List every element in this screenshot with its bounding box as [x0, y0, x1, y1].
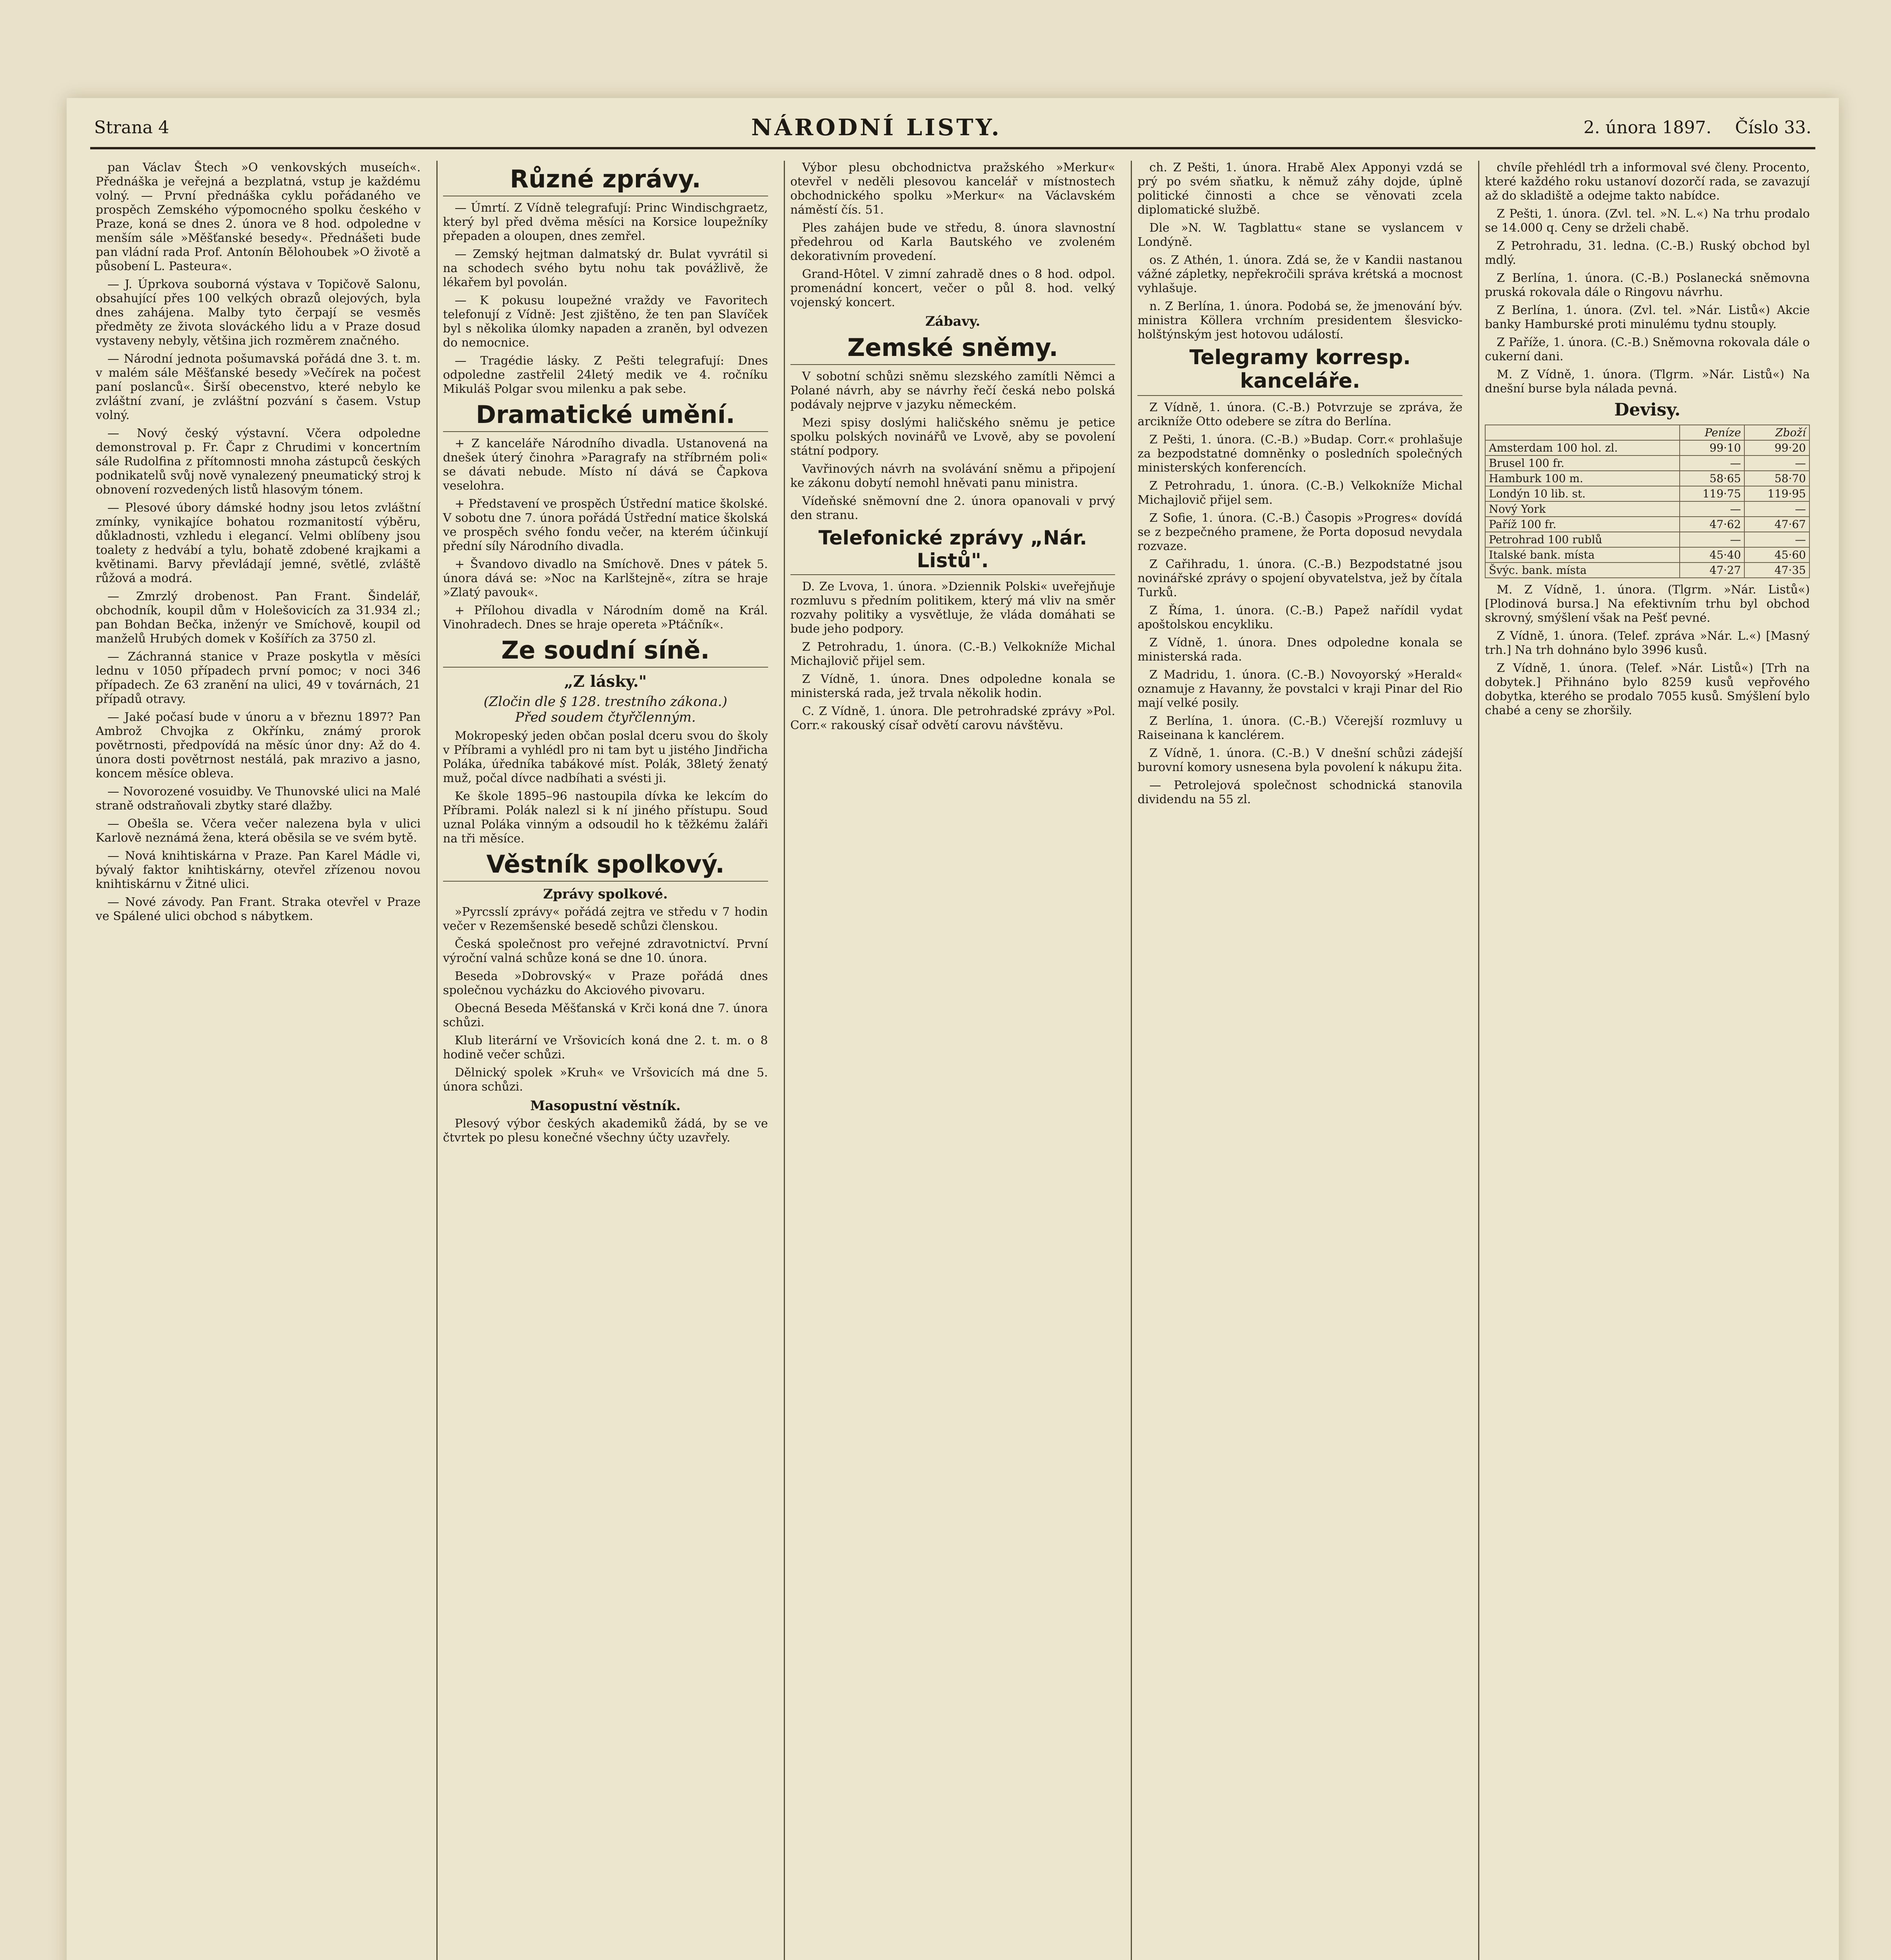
masopustni-text [443, 1117, 772, 1145]
section-heading-ze-soudni-sine: Ze soudní síně. [443, 636, 768, 668]
devisy-cell: 99·20 [1744, 440, 1809, 456]
devisy-header-cell [1485, 425, 1680, 440]
issue-date: 2. února 1897. [1583, 117, 1712, 138]
dramaticke-umeni-text [443, 437, 772, 632]
ruzne-zpravy-text [443, 201, 772, 396]
paragraph: Z Paříže, 1. února. (C.-B.) Sněmovna rokovala dále o cukerní dani. [1485, 336, 1814, 363]
section-heading-ruzne-zpravy: Různé zprávy. [443, 165, 768, 196]
paragraph: — Nové závody. Pan Frant. Straka otevřel v Praze ve Spálené ulici obchod s nábytkem. [96, 895, 425, 923]
devisy-cell: 47·35 [1744, 563, 1809, 578]
paragraph: Vavřinových návrh na svolávání sněmu a připojení ke zákonu dobytí nemohl hněvati panu ministra. [790, 462, 1119, 490]
devisy-row [1485, 486, 1809, 501]
columns [90, 161, 1815, 1960]
paragraph: M. Z Vídně, 1. února. (Tlgrm. »Nár. Listů«) [Plodinová bursa.] Na efektivním trhu byl obchod skrovný, smýšlení však na Pešť pevné. [1485, 583, 1814, 625]
paragraph: Dle »N. W. Tagblattu« stane se vyslancem v Londýně. [1137, 221, 1466, 249]
devisy-cell: Amsterdam 100 hol. zl. [1485, 440, 1680, 456]
paragraph: chvíle přehlédl trh a informoval své členy. Procento, které každého roku ustanoví dozorčí rada, se zavazují až do skladiště a odejme takto nabídce. [1485, 161, 1814, 203]
devisy-cell: — [1680, 532, 1745, 547]
paragraph: — Plesové úbory dámské hodny jsou letos zvláštní zmínky, vynikajíce bohatou rozmanitostí výběru, důkladnosti, vzhledu i elegancí. Velmi oblíbeny jsou toalety z hedvábí a tylu, bohatě zdobené krajkami a květinami. Barvy převládají jemné, světlé, zvláště růžová a modrá. [96, 501, 425, 585]
paragraph: n. Z Berlína, 1. února. Podobá se, že jmenování býv. ministra Köllera vrchním presidentem šlesvicko-holštýnským jest hotovou událostí. [1137, 299, 1466, 341]
newspaper-page [67, 98, 1839, 1960]
devisy-cell: — [1744, 501, 1809, 517]
section-heading-zemske-snemy: Zemské sněmy. [790, 333, 1115, 365]
column-1-text [96, 161, 425, 924]
devisy-cell: 47·62 [1680, 517, 1745, 532]
paragraph: Z Vídně, 1. února. (Telef. zpráva »Nár. L.«) [Masný trh.] Na trh dohnáno bylo 3996 kusů. [1485, 629, 1814, 657]
paragraph: — Nová knihtiskárna v Praze. Pan Karel Mádle vi, bývalý faktor knihtiskárny, otevřel zřízenou novou knihtiskárnu v Žitné ulici. [96, 849, 425, 891]
column-3 [784, 161, 1121, 1960]
paragraph: ch. Z Pešti, 1. února. Hrabě Alex Apponyi vzdá se prý po svém sňatku, k němuž záhy dojde, úplně politické činnosti a chce se věnovati zcela diplomatické službě. [1137, 161, 1466, 217]
paragraph: Z Petrohradu, 1. února. (C.-B.) Velkokníže Michal Michajlovič přijel sem. [790, 640, 1119, 668]
paragraph: — Petrolejová společnost schodnická stanovila dividendu na 55 zl. [1137, 779, 1466, 806]
devisy-cell: 99·10 [1680, 440, 1745, 456]
paragraph: Z Berlína, 1. února. (C.-B.) Včerejší rozmluvy u Raiseinana k kanclérem. [1137, 714, 1466, 742]
paragraph: Z Vídně, 1. února. (C.-B.) Potvrzuje se zpráva, že arcikníže Otto odebere se zítra do Berlína. [1137, 401, 1466, 428]
devisy-cell: — [1744, 456, 1809, 471]
devisy-cell: Švýc. bank. místa [1485, 563, 1680, 578]
paragraph: + Švandovo divadlo na Smíchově. Dnes v pátek 5. února dává se: »Noc na Karlštejně«, zítra se hraje »Zlatý pavouk«. [443, 557, 772, 599]
column-3-top-text [790, 161, 1119, 310]
devisy-cell: 119·75 [1680, 486, 1745, 501]
paragraph: Plesový výbor českých akademiků žádá, by se ve čtvrtek po plesu konečné všechny účty uzavřely. [443, 1117, 772, 1145]
telefonicke-zpravy-text [790, 580, 1119, 733]
devisy-header-cell: Peníze [1680, 425, 1745, 440]
paragraph: Z Petrohradu, 31. ledna. (C.-B.) Ruský obchod byl mdlý. [1485, 239, 1814, 267]
masthead [94, 114, 1811, 141]
paragraph: Dělnický spolek »Kruh« ve Vršovicích má dne 5. února schůzi. [443, 1066, 772, 1094]
subheading-devisy: Devisy. [1614, 400, 1681, 420]
paragraph: — Jaké počasí bude v únoru a v březnu 1897? Pan Ambrož Chvojka z Okřínku, známý prorok povětrnosti, předpovídá na měsíc únor dny: Až do 4. února dosti povětrnost nestálá, pak mrazivo a jasno, koncem měsíce obleva. [96, 710, 425, 780]
paragraph: Z Berlína, 1. února. (C.-B.) Poslanecká sněmovna pruská rokovala dále o Ringovu návrhu. [1485, 271, 1814, 299]
devisy-row [1485, 517, 1809, 532]
paragraph: + Přílohou divadla v Národním domě na Král. Vinohradech. Dnes se hraje opereta »Ptáčník«. [443, 604, 772, 632]
section-heading-vestnik-spolkovy: Věstník spolkový. [443, 850, 768, 882]
paragraph: Z Pešti, 1. února. (Zvl. tel. »N. L.«) Na trhu prodalo se 14.000 q. Ceny se drželi chabě. [1485, 207, 1814, 235]
devisy-table [1485, 425, 1810, 578]
paragraph: — Obešla se. Včera večer nalezena byla v ulici Karlově neznámá žena, která oběsila se ve svém bytě. [96, 817, 425, 845]
devisy-row [1485, 456, 1809, 471]
paragraph: Mezi spisy doslými haličského sněmu je petice spolku polských novinářů ve Lvově, aby se povolení státní podpory. [790, 416, 1119, 458]
column-5 [1478, 161, 1815, 1960]
devisy-cell: — [1680, 456, 1745, 471]
devisy-row [1485, 501, 1809, 517]
paragraph: Klub literární ve Vršovicích koná dne 2. t. m. o 8 hodině večer schůzi. [443, 1034, 772, 1062]
zemske-snemy-text [790, 370, 1119, 523]
paragraph: — Zmrzlý drobenost. Pan Frant. Šindelář, obchodník, koupil dům v Holešovicích za 31.934 zl.; pan Bohdan Bečka, inženýr ve Smíchově, koupil od manželů Hrubých domek v Košířích za 3750 zl. [96, 590, 425, 646]
devisy-cell: Hamburk 100 m. [1485, 471, 1680, 486]
paragraph: Z Vídně, 1. února. (Telef. »Nár. Listů«) [Trh na dobytek.] Přihnáno bylo 8259 kusů vepřového dobytka, kterého se prodalo 7055 kusů. Smýšlení bylo chabé a ceny se zhoršily. [1485, 661, 1814, 717]
paragraph: Z Madridu, 1. února. (C.-B.) Novoyorský »Herald« oznamuje z Havanny, že povstalci v kraji Pinar del Rio mají velké posily. [1137, 668, 1466, 710]
devisy-header-row [1485, 425, 1809, 440]
paragraph: Vídeňské sněmovní dne 2. února opanovali v prvý den stranu. [790, 494, 1119, 522]
paragraph: + Představení ve prospěch Ústřední matice školské. V sobotu dne 7. února pořádá Ústřední matice školská ve prospěch svého fondu večer, na kterém účinkují přední síly Národního divadla. [443, 497, 772, 553]
paragraph: — Úmrtí. Z Vídně telegrafují: Princ Windischgraetz, který byl před dvěma měsíci na Korsice loupežníky přepaden a oloupen, dnes zemřel. [443, 201, 772, 243]
paragraph: Z Petrohradu, 1. února. (C.-B.) Velkokníže Michal Michajlovič přijel sem. [1137, 479, 1466, 507]
paragraph: Z Sofie, 1. února. (C.-B.) Časopis »Progres« dovídá se z bezpečného pramene, že Porta doposud nevydala rozvaze. [1137, 511, 1466, 553]
paragraph: Ples zahájen bude ve středu, 8. února slavnostní předehrou od Karla Bautského ve zvoleném dekorativním provedení. [790, 221, 1119, 263]
section-heading-telefonicke-zpravy: Telefonické zprávy „Nár. Listů". [790, 526, 1115, 575]
paragraph: Z Vídně, 1. února. Dnes odpoledne konala se ministerská rada, jež trvala několik hodin. [790, 672, 1119, 700]
devisy-cell: 45·60 [1744, 547, 1809, 563]
paragraph: — Novorozené vosuidby. Ve Thunovské ulici na Malé straně odstraňovali zbytky staré dlažby. [96, 785, 425, 813]
paragraph: Z Cařihradu, 1. února. (C.-B.) Bezpodstatné jsou novinářské zprávy o spojení obyvatelstva, jež by čítala Turků. [1137, 557, 1466, 599]
masthead-rule [90, 147, 1815, 149]
column-4-top-text [1137, 161, 1466, 342]
paragraph: — Zemský hejtman dalmatský dr. Bulat vyvrátil si na schodech svého bytu nohu tak povážlivě, že lékařem byl povolán. [443, 247, 772, 289]
newspaper-title: NÁRODNÍ LISTY. [751, 114, 1002, 141]
column-4 [1131, 161, 1468, 1960]
paragraph: — Nový český výstavní. Včera odpoledne demonstroval p. Fr. Čapr z Chrudimi v koncertním sále Rudolfina z přítomnosti mnoha zástupců českých podnikatelů svůj nově vynalezený pneumatický stroj k obnovení rozvedených listů hlasovým tónem. [96, 426, 425, 497]
paragraph: Z Vídně, 1. února. Dnes odpoledne konala se ministerská rada. [1137, 636, 1466, 664]
paragraph: + Z kanceláře Národního divadla. Ustanovená na dnešek úterý činohra »Paragrafy na stříbrném poli« se dávati nebude. Místo ní dává se Čapkova veselohra. [443, 437, 772, 493]
vestnik-text [443, 905, 772, 1094]
devisy-row [1485, 532, 1809, 547]
devisy-header-cell: Zboží [1744, 425, 1809, 440]
paragraph: Z Říma, 1. února. (C.-B.) Papež nařídil vydat apoštolskou encykliku. [1137, 604, 1466, 632]
paragraph: — Národní jednota pošumavská pořádá dne 3. t. m. v malém sále Měšťanské besedy »Večírek na počest paní poslanců«. Širší obecenstvo, které nebylo ke zvláštní zvaní, je zvláštní pozvání s časem. Vstup volný. [96, 352, 425, 422]
devisy-row [1485, 440, 1809, 456]
column-2 [436, 161, 774, 1960]
paragraph: Česká společnost pro veřejné zdravotnictví. První výroční valná schůze koná se dne 10. února. [443, 937, 772, 965]
devisy-cell: 47·67 [1744, 517, 1809, 532]
column-5-bottom-text [1485, 583, 1814, 718]
devisy-cell: 58·70 [1744, 471, 1809, 486]
devisy-cell: 58·65 [1680, 471, 1745, 486]
paragraph: Beseda »Dobrovský« v Praze pořádá dnes společnou vycházku do Akciového pivovaru. [443, 969, 772, 997]
devisy-cell: Petrohrad 100 rublů [1485, 532, 1680, 547]
article-title-z-lasky: „Z lásky." [564, 672, 647, 691]
subheading-zpravy-spolkove: Zprávy spolkové. [543, 886, 668, 902]
paragraph: Z Pešti, 1. února. (C.-B.) »Budap. Corr.« prohlašuje za bezpodstatné domněnky o posledních společných ministerských konferencích. [1137, 433, 1466, 475]
paragraph: Výbor plesu obchodnictva pražského »Merkur« otevřel v neděli plesovou kancelář v místnostech obchodnického spolku »Merkur« na Václavském náměstí čís. 51. [790, 161, 1119, 217]
paragraph: — J. Úprkova souborná výstava v Topičově Salonu, obsahující přes 100 velkých obrazů olejových, byla dnes zahájena. Malby tyto čerpají se vesměs předměty ze života slováckého lidu a v Praze dosud vystaveny nebyly, většina jich rozměrem značného. [96, 278, 425, 348]
telegramy-text [1137, 401, 1466, 807]
paragraph: Grand-Hôtel. V zimní zahradě dnes o 8 hod. odpol. promenádní koncert, večer o půl 8. hod. velký vojenský koncert. [790, 267, 1119, 309]
soudni-sin-text [443, 729, 772, 846]
page-number: Strana 4 [94, 117, 169, 138]
paragraph: Z Berlína, 1. února. (Zvl. tel. »Nár. Listů«) Akcie banky Hamburské proti minulému tydnu stouply. [1485, 303, 1814, 331]
paragraph: »Pyrcsslí zprávy« pořádá zejtra ve středu v 7 hodin večer v Rezemšenské besedě schůzi členskou. [443, 905, 772, 933]
devisy-cell: 47·27 [1680, 563, 1745, 578]
subheading-masopustni-vestnik: Masopustní věstník. [530, 1098, 681, 1114]
devisy-row [1485, 563, 1809, 578]
devisy-cell: Italské bank. místa [1485, 547, 1680, 563]
paragraph: V sobotní schůzi sněmu slezského zamítli Němci a Polané návrh, aby se návrhy řečí česká nebo polská podávaly nejprve v jazyku německém. [790, 370, 1119, 412]
devisy-cell: 45·40 [1680, 547, 1745, 563]
devisy-cell: — [1680, 501, 1745, 517]
devisy-cell: Londýn 10 lib. st. [1485, 486, 1680, 501]
column-5-top-text [1485, 161, 1814, 396]
article-subtitle: (Zločin dle § 128. trestního zákona.) Před soudem čtyřčlenným. [483, 694, 727, 725]
paragraph: Z Vídně, 1. února. (C.-B.) V dnešní schůzi zádejší burovní komory usnesena byla povolení k nákupu žita. [1137, 746, 1466, 774]
section-heading-dramaticke-umeni: Dramatické umění. [443, 400, 768, 432]
devisy-cell: — [1744, 532, 1809, 547]
paragraph: os. Z Athén, 1. února. Zdá se, že v Kandii nastanou vážné zápletky, nepřekročili správa krétská a mocnost vyhlašuje. [1137, 253, 1466, 295]
paragraph: Mokropeský jeden občan poslal dceru svou do školy v Příbrami a vyhlédl pro ni tam byt u jistého Jindřicha Poláka, úředníka tabákové míst. Polák, 38letý ženatý muž, počal dívce nadbíhati a svésti ji. [443, 729, 772, 785]
devisy-cell: Nový York [1485, 501, 1680, 517]
devisy-cell: Paříž 100 fr. [1485, 517, 1680, 532]
paragraph: pan Václav Štech »O venkovských museích«. Přednáška je veřejná a bezplatná, vstup je každému volný. — První přednáška cyklu pořádaného ve prospěch Zemského výpomocného spolku českého v Praze, koná se dnes 2. února ve 8 hod. odpoledne v menším sále »Měšťanské besedy«. Přednášeti bude pan vládní rada Prof. Antonín Bělohoubek »O životě a působení L. Pasteura«. [96, 161, 425, 273]
devisy-cell: 119·95 [1744, 486, 1809, 501]
paragraph: C. Z Vídně, 1. února. Dle petrohradské zprávy »Pol. Corr.« rakouský císař odvětí carovu návštěvu. [790, 704, 1119, 732]
devisy-cell: Brusel 100 fr. [1485, 456, 1680, 471]
paragraph: D. Ze Lvova, 1. února. »Dziennik Polski« uveřejňuje rozmluvu s předním politikem, který má vliv na směr rozvahy politiky a vysvětluje, že vláda domáhati se bude jeho podpory. [790, 580, 1119, 636]
devisy-row [1485, 471, 1809, 486]
paragraph: — Záchranná stanice v Praze poskytla v měsíci lednu v 1050 případech první pomoc; v noci 346 případech. Ze 63 zranění na ulici, 49 v továrnách, 21 případů otravy. [96, 650, 425, 706]
column-1 [90, 161, 426, 1960]
paragraph: Obecná Beseda Měšťanská v Krči koná dne 7. února schůzi. [443, 1002, 772, 1029]
subheading-zabavy: Zábavy. [925, 314, 981, 329]
paragraph: — Tragédie lásky. Z Pešti telegrafují: Dnes odpoledne zastřelil 24letý medik ve 4. ročníku Mikuláš Polgar svou milenku a pak sebe. [443, 354, 772, 396]
paragraph: — K pokusu loupežné vraždy ve Favoritech telefonují z Vídně: Jest zjištěno, že ten pan Slavíček byl s několika úlomky napaden a zraněn, byl odvezen do nemocnice. [443, 294, 772, 350]
issue-number: Číslo 33. [1735, 117, 1811, 138]
paragraph: Ke škole 1895–96 nastoupila dívka ke lekcím do Příbrami. Polák nalezl si k ní jiného přístupu. Soud uznal Poláka vinným a odsoudil ho k těžkému žaláři na tři měsíce. [443, 789, 772, 846]
paragraph: M. Z Vídně, 1. února. (Tlgrm. »Nár. Listů«) Na dnešní burse byla nálada pevná. [1485, 368, 1814, 396]
devisy-row [1485, 547, 1809, 563]
section-heading-telegramy: Telegramy korresp. kanceláře. [1137, 346, 1462, 396]
